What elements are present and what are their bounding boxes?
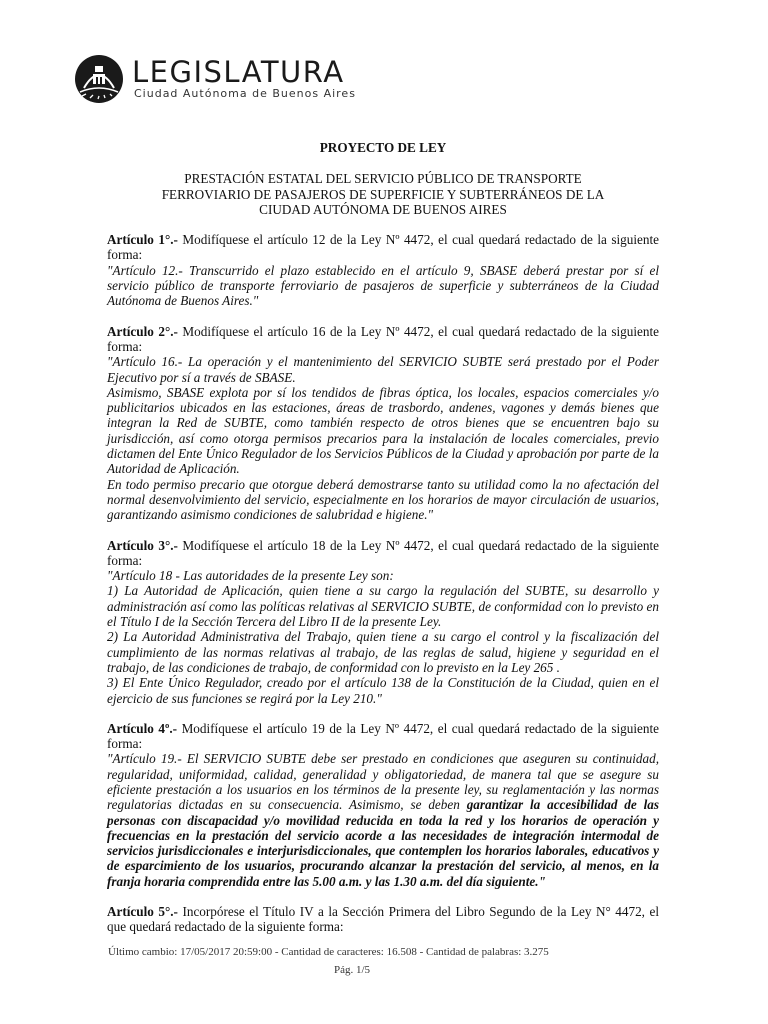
- article-quote: 3) El Ente Único Regulador, creado por el artículo 138 de la Constitución de la Ciudad, quien en el ejercicio de sus funciones se regirá por la Ley 210.": [107, 675, 659, 706]
- article-1: [107, 232, 659, 308]
- article-label: Artículo 4º.-: [107, 720, 178, 736]
- subtitle-line: FERROVIARIO DE PASAJEROS DE SUPERFICIE Y SUBTERRÁNEOS DE LA: [161, 186, 605, 202]
- article-label: Artículo 1°.-: [107, 232, 178, 248]
- article-intro: Modifíquese el artículo 16 de la Ley Nº 4472, el cual quedará redactado de la siguiente forma:: [107, 323, 659, 354]
- article-intro: Modifíquese el artículo 12 de la Ley Nº 4472, el cual quedará redactado de la siguiente forma:: [107, 232, 659, 263]
- article-lead: [107, 721, 659, 752]
- article-lead: [107, 904, 659, 935]
- article-lead: [107, 324, 659, 355]
- article-quote: En todo permiso precario que otorgue deberá demostrarse tanto su utilidad como la no afectación del normal desenvolvimiento del servicio, especialmente en los horarios de mayor circulación de usuarios, garantizando asimismo condiciones de salubridad e higiene.": [107, 476, 659, 523]
- article-quote-plain: "Artículo 19.- El SERVICIO SUBTE debe ser prestado en condiciones que aseguren su continuidad, regularidad, uniformidad, calidad, generalidad y obligatoriedad, de manera tal que se asegure su eficiente prestación a los usuarios en los términos de la presente ley, su reglamentación y las normas regulatorias dictadas en su consecuencia. Asimismo, se deben: [107, 751, 659, 813]
- subtitle-line: CIUDAD AUTÓNOMA DE BUENOS AIRES: [259, 201, 507, 217]
- article-quote: "Artículo 18 - Las autoridades de la presente Ley son:: [107, 568, 394, 584]
- article-3: [107, 538, 659, 706]
- article-lead: [107, 538, 659, 569]
- article-quote: Asimismo, SBASE explota por sí los tendidos de fibras óptica, los locales, espacios comerciales y/o publicitarios ubicados en las estaciones, áreas de trasbordo, andenes, vagones y demás bienes que integran la Red de SUBTE, como también respecto de otros bienes que se encuentren bajo su jurisdicción, así como otorga permisos precarios para la instalación de locales comerciales, previo dictamen del Ente Único Regulador de los Servicios Públicos de la Ciudad y aprobación por parte de la Autoridad de Aplicación.: [107, 384, 659, 477]
- article-4: [107, 721, 659, 889]
- article-quote: 1) La Autoridad de Aplicación, quien tiene a su cargo la regulación del SUBTE, su desarrollo y administración así como las políticas relativas al SERVICIO SUBTE, de conformidad con lo previsto en el Título I de la Sección Tercera del Libro II de la presente Ley.: [107, 583, 659, 630]
- article-quote: "Artículo 12.- Transcurrido el plazo establecido en el artículo 9, SBASE deberá prestar por sí el servicio público de transporte ferroviario de pasajeros de superficie y subterráneos de la Ciudad Autónoma de Buenos Aires.": [107, 262, 659, 309]
- subtitle-line: PRESTACIÓN ESTATAL DEL SERVICIO PÚBLICO DE TRANSPORTE: [184, 171, 582, 187]
- footer-stats: Último cambio: 17/05/2017 20:59:00 - Cantidad de caracteres: 16.508 - Cantidad de palabras: 3.275: [108, 946, 549, 958]
- article-intro: Modifíquese el artículo 19 de la Ley Nº 4472, el cual quedará redactado de la siguiente forma:: [107, 720, 659, 752]
- document-subtitle: [107, 171, 659, 217]
- logo-title: LEGISLATURA: [132, 55, 345, 89]
- article-intro: Modifíquese el artículo 18 de la Ley Nº 4472, el cual quedará redactado de la siguiente forma:: [107, 537, 659, 568]
- article-intro: Incorpórese el Título IV a la Sección Primera del Libro Segundo de la Ley N° 4472, el que quedará redactado de la siguiente forma:: [107, 904, 660, 935]
- legislatura-emblem-icon: [74, 54, 124, 104]
- article-lead: [107, 232, 659, 263]
- document-title: PROYECTO DE LEY: [319, 140, 447, 155]
- article-quote: 2) La Autoridad Administrativa del Trabajo, quien tiene a su cargo el control y la fiscalización del cumplimiento de las normas relativas al trabajo, de las reglas de salud, higiene y seguridad en el trabajo, de las condiciones de trabajo, de conformidad con lo previsto en la Ley 265 .: [107, 629, 659, 675]
- document-body: [107, 140, 659, 950]
- article-5: [107, 904, 659, 935]
- page-number: Pág. 1/5: [334, 964, 371, 976]
- article-label: Artículo 3°.-: [107, 537, 178, 553]
- legislatura-logo: [74, 54, 374, 104]
- article-quote-bold: garantizar la accesibilidad de las personas con discapacidad y/o movilidad reducida en toda la red y los horarios de operación y frecuencias en la prestación del servicio acorde a las necesidades de integración intermodal de servicios jurisdiccionales e interjurisdiccionales, que contemplen los horarios laborales, educativos y de esparcimiento de los usuarios, procurando alcanzar la prestación del servicio, al menos, en la franja horaria comprendida entre las 5.00 a.m. y las 1.30 a.m. del día siguiente.": [107, 797, 660, 889]
- logo-subtitle: Ciudad Autónoma de Buenos Aires: [134, 87, 356, 100]
- article-2: [107, 324, 659, 523]
- article-quote: "Artículo 16.- La operación y el mantenimiento del SERVICIO SUBTE será prestado por el Poder Ejecutivo por sí a través de SBASE.: [107, 354, 659, 385]
- article-label: Artículo 2°.-: [107, 323, 178, 339]
- article-label: Artículo 5°.-: [107, 904, 178, 920]
- article-quote: [107, 751, 659, 889]
